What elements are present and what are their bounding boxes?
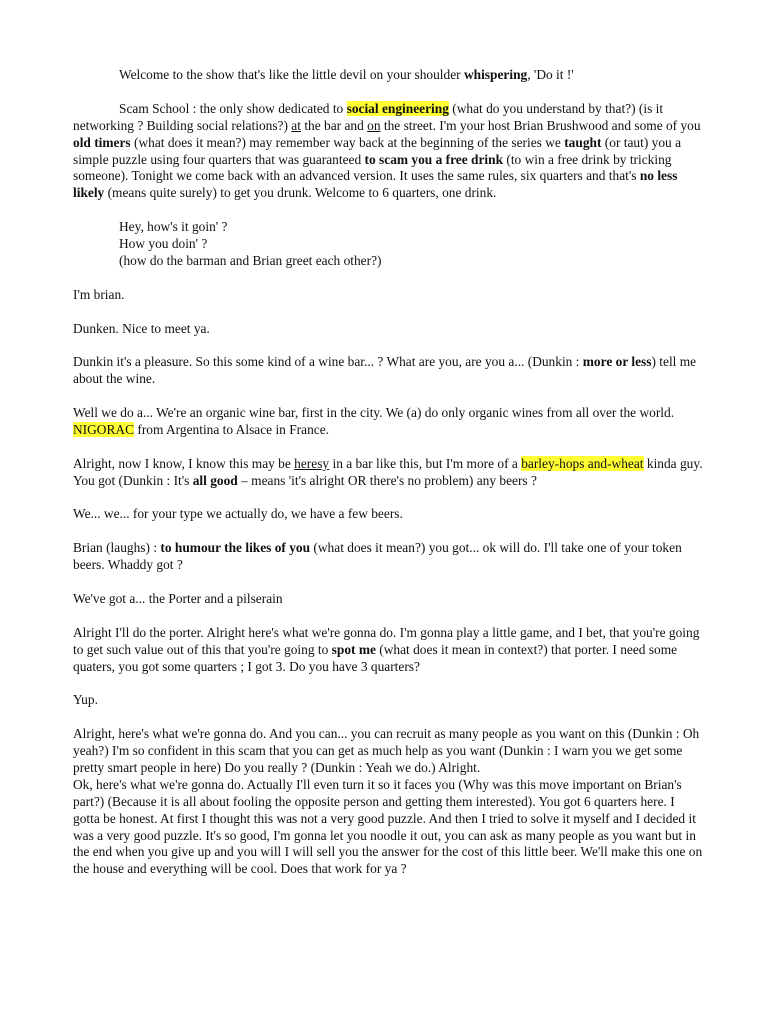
paragraph-porter: We've got a... the Porter and a pilserain: [73, 590, 283, 606]
document-page: [73, 67, 703, 895]
paragraph-organic: Well we do a... We're an organic wine bar, first in the city. We (a) do only organic wines from all over the world. NIGORAC from Argentina to Alsace in France.: [73, 405, 675, 437]
paragraph-recruit: Alright, here's what we're gonna do. And you can... you can recruit as many people as you want on this (Dunkin : Oh yeah?) I'm so confident in this scam that you can get as much help as you want (Dunkin : I warn you we get some pretty smart people in here) Do you really ? (Dunkin : Yeah we do.) Alright.: [73, 726, 700, 775]
paragraph-humour: Brian (laughs) : to humour the likes of you (what does it mean?) you got... ok will do. I'll take one of your token beers. Whaddy got ?: [73, 540, 682, 573]
greeting-line: How you doin' ?: [119, 236, 208, 252]
paragraph-im-brian: I'm brian.: [73, 286, 125, 302]
paragraph-spot-me: Alright I'll do the porter. Alright here's what we're gonna do. I'm gonna play a little game, and I bet, that you're going to get such value out of this that you're going to spot me (what does it mean in context?) that porter. I need some quaters, you got some quarters ; I got 3. Do you have 3 quarters?: [73, 624, 700, 674]
paragraph-yup: Yup.: [73, 692, 98, 708]
highlight-barley-hops: barley-hops and-wheat: [521, 455, 644, 471]
paragraph-wine-bar: Dunkin it's a pleasure. So this some kind of a wine bar... ? What are you, are you a... (Dunkin : more or less) tell me about the wine.: [73, 354, 697, 387]
paragraph-six-quarters: Ok, here's what we're gonna do. Actually I'll even turn it so it faces you (Why was this move important on Brian's part?) (Because it is all about fooling the opposite person and getting them interested). You got 6 quarters here. I gotta be honest. At first I thought this was not a very good puzzle. And then I tried to solve it myself and I decided it was a very good puzzle. It's so good, I'm gonna let you noodle it out, you can ask as many people as you want but in the end when you give up and you will I will sell you the answer for the cost of this little beer. We'll make this one on the house and everything will be cool. Does that work for ya ?: [73, 776, 703, 877]
greeting-line: Hey, how's it goin' ?: [119, 219, 228, 235]
paragraph-intro: Welcome to the show that's like the little devil on your shoulder whispering, 'Do it !': [119, 67, 574, 82]
paragraph-few-beers: We... we... for your type we actually do, we have a few beers.: [73, 506, 403, 522]
highlight-social-engineering: social engineering: [346, 100, 449, 116]
paragraph-heresy: Alright, now I know, I know this may be heresy in a bar like this, but I'm more of a barley-hops and-wheat kinda guy. You got (Dunkin : It's all good – means 'it's alright OR there's no problem) any beers ?: [73, 455, 703, 488]
highlight-nigorac: NIGORAC: [73, 421, 135, 437]
greeting-question: (how do the barman and Brian greet each other?): [119, 252, 382, 268]
greeting-block: [73, 219, 703, 270]
paragraph-scam-school: Scam School : the only show dedicated to social engineering (what do you understand by that?) (is it networking ? Building social relations?) at the bar and on the street. I'm your host Brian Brushwood and some of you old timers (what does it mean?) may remember way back at the beginning of the series we taught (or taut) you a simple puzzle using four quarters that was guaranteed to scam you a free drink (to win a free drink by tricking someone). Tonight we come back with an advanced version. It uses the same rules, six quarters and that's no less likely (means quite surely) to get you drunk. Welcome to 6 quarters, one drink.: [73, 100, 701, 201]
paragraph-dunken: Dunken. Nice to meet ya.: [73, 320, 210, 336]
